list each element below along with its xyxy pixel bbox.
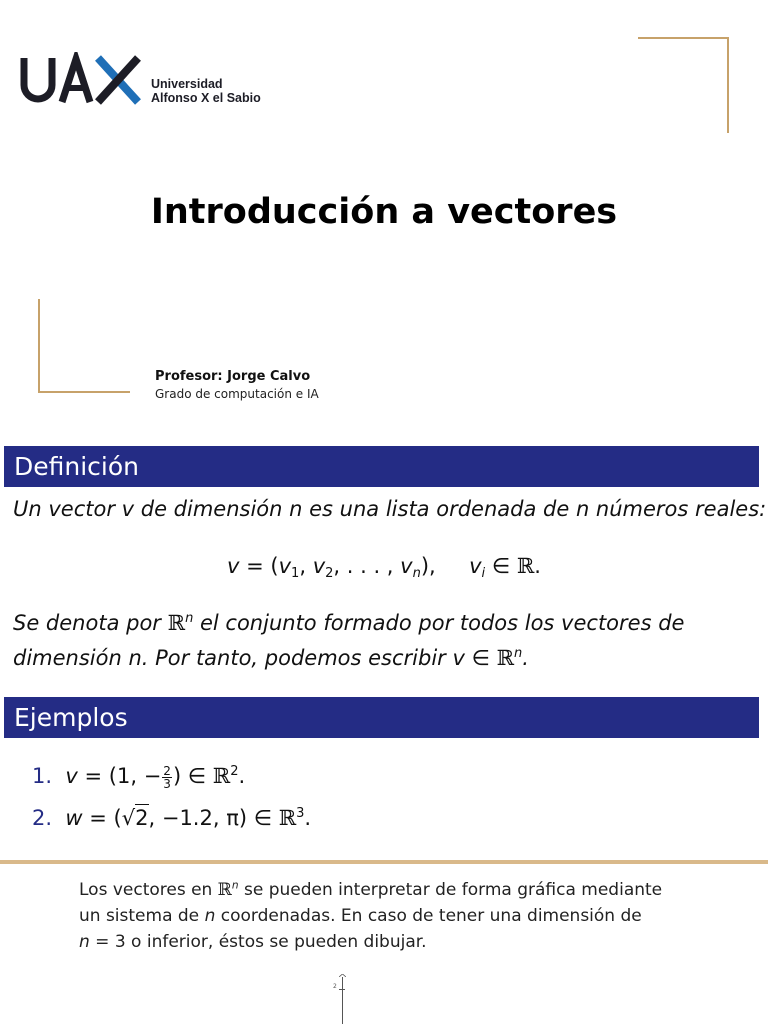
corner-accent-top-horizontal (638, 37, 729, 39)
plot-axis-arrow-icon (339, 974, 346, 977)
plot-axis-tick-label: 2 (333, 983, 337, 990)
graphic-text-line-2: un sistema de n coordenadas. En caso de tener una dimensión de (79, 906, 642, 926)
corner-accent-top-vertical (727, 37, 729, 133)
plot-y-axis (342, 977, 343, 1024)
slide-divider (0, 860, 768, 864)
uax-logo-mark (20, 52, 145, 112)
plot-axis-tick (339, 989, 345, 990)
uax-logo (20, 52, 280, 112)
example-formula-1: v = (1, − $\frac{2}{3}$ ) ∈ ℝ$^2$. (65, 763, 246, 791)
graphic-text-line-3: n = 3 o inferior, éstos se pueden dibujar. (79, 932, 427, 952)
graphic-text-line-1: Los vectores en ℝ$^n$ se pueden interpretar de forma gráfica mediante (79, 879, 663, 900)
logo-line-2: Alfonso X el Sabio (151, 91, 261, 105)
definition-line-1: Un vector v de dimensión n es una lista ordenada de n números reales: (13, 497, 767, 521)
definition-line-3: dimensión n. Por tanto, podemos escribir v ∈ ℝ$^n$. (13, 646, 529, 670)
professor-name: Profesor: Jorge Calvo (155, 369, 311, 384)
example-item-2 (32, 806, 311, 830)
logo-line-1: Universidad (151, 77, 223, 91)
corner-accent-bottom-horizontal (38, 391, 130, 393)
slide-title: Introducción a vectores (150, 192, 618, 232)
example-formula-2: w = (√2, −1.2, π) ∈ ℝ$^3$. (65, 806, 312, 830)
definition-line-2: Se denota por ℝ$^n$ el conjunto formado por todos los vectores de (13, 611, 685, 635)
example-item-1 (32, 764, 245, 790)
example-number-1: 1. (32, 764, 53, 788)
corner-accent-bottom-vertical (38, 299, 40, 393)
definition-formula: $v = (v_1$, $v_2$, . . . , $v_n$), $v_i$ ∈ ℝ. (227, 554, 541, 581)
examples-heading: Ejemplos (4, 697, 759, 738)
degree-name: Grado de computación e IA (155, 387, 319, 401)
example-number-2: 2. (32, 806, 53, 830)
definition-heading: Definición (4, 446, 759, 487)
